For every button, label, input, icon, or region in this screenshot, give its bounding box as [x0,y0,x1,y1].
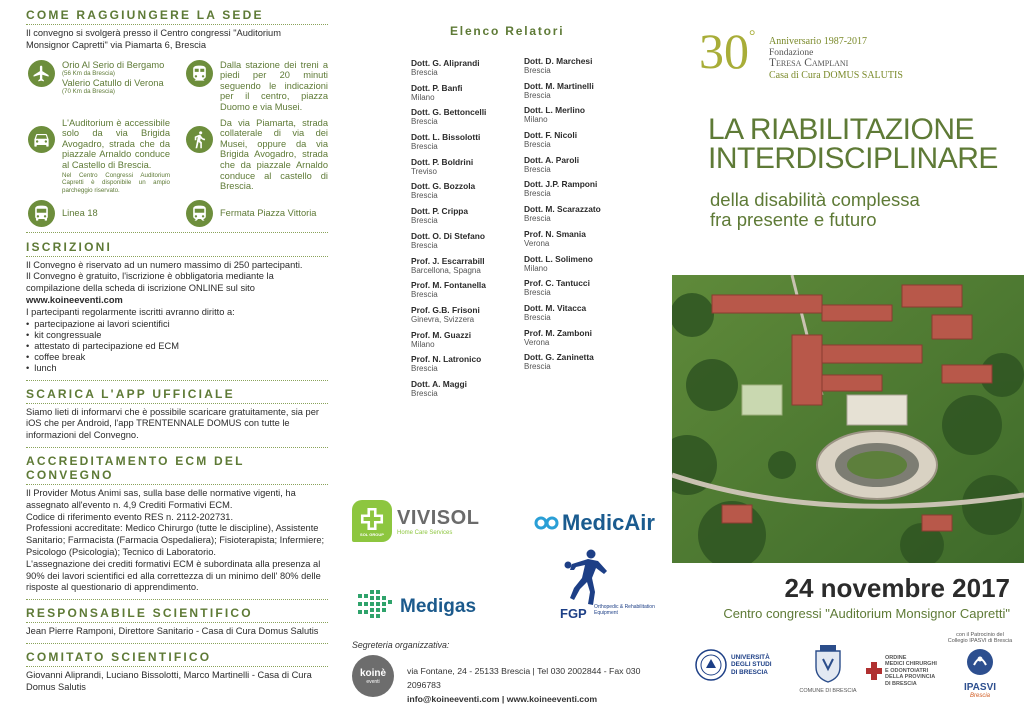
vivisol-logo [352,498,492,544]
speakers-title: Elenco Relatori [450,24,565,38]
section-divider [26,232,328,233]
direction-bus [28,200,178,227]
section-divider [26,643,328,644]
list-item: Dott. M. Martinelli Brescia [524,80,594,100]
segreteria-block [352,640,667,704]
ipasvi-label1: con il Patrocinio del [956,632,1004,638]
ecm-p4: L'assegnazione dei crediti formativi ECM è subordinata alla presenza al 90% dei lavori scientifici ed alla correttezza di un minimo dell' 80% delle risposte al questionario di apprendimento. [26,558,321,593]
direction-car [28,118,178,194]
app-title: SCARICA L'APP UFFICIALE [26,386,235,401]
fgp-name: FGP [560,606,587,621]
ordine-line2: MEDICI CHIRURGHI [885,661,937,668]
bus-icon [28,200,55,227]
vivisol-badge-icon [352,500,392,542]
list-item: • coffee break [26,352,328,363]
segreteria-contacts[interactable]: info@koineeventi.com | www.koineeventi.com [407,694,598,704]
fgp-logo [560,548,660,623]
ecm-title: ACCREDITAMENTO ECM DEL CONVEGNO [26,453,245,482]
list-item: Dott. M. Vitacca Brescia [524,302,587,322]
section-divider [26,403,328,404]
section-divider [26,380,328,381]
info-column [0,0,338,724]
section-divider [26,599,328,600]
page-subtitle: della disabilità complessa fra presente e futuro [710,189,920,230]
koine-logo-text: koinè [359,667,387,679]
airport-2: Valerio Catullo di Verona [62,77,164,88]
list-item: Dott. L. Merlino Milano [524,105,585,125]
section-divider [26,622,328,623]
iscrizioni-link[interactable]: www.koineeventi.com [26,294,123,305]
list-item: Dott. P. Banfi Milano [411,82,463,102]
unibs-logo [694,648,771,682]
teresa-text: Teresa Camplani [769,57,849,69]
section-divider [26,666,328,667]
list-item: Dott. G. Bettoncelli Brescia [411,107,487,127]
list-item: Dott. G. Zaninetta Brescia [524,352,594,372]
comitato-section [26,650,328,694]
ordine-line1: ORDINE [885,655,907,661]
direction-train [186,60,328,113]
event-venue: Centro congressi "Auditorium Monsignor Capretti" [723,606,1010,621]
list-item: • lunch [26,363,328,374]
comitato-text: Giovanni Aliprandi, Luciano Bissolotti, Marco Martinelli - Casa di Cura Domus Salutis [26,669,312,692]
responsabile-title: RESPONSABILE SCIENTIFICO [26,606,253,621]
walk-icon [186,126,213,153]
anniversary-text: Anniversario 1987-2017 [769,36,868,47]
ipasvi-logo [940,632,1020,699]
list-item: Dott. O. Di Stefano Brescia [411,230,485,250]
ipasvi-name: IPASVI [963,681,997,693]
list-item: Prof. G.B. Frisoni Ginevra, Svizzera [411,304,480,324]
comitato-title: COMITATO SCIENTIFICO [26,649,212,664]
speakers-list-left [411,58,521,404]
iscrizioni-p2: Il Convegno è gratuito, l'iscrizione è obbligatoria mediante la compilazione della scheda di iscrizione ONLINE sul sito [26,271,274,294]
comune-logo [798,645,858,694]
vivisol-badge-text: SOL GROUP [360,531,384,537]
iscrizioni-p3: I partecipanti regolarmente iscritti avranno diritto a: [26,306,235,317]
page-title: LA RIABILITAZIONE INTERDISCIPLINARE [708,113,998,175]
fondazione-text: Fondazione [769,48,814,58]
event-date: 24 novembre 2017 [784,573,1010,603]
ordine-line5: DI BRESCIA [885,680,917,687]
comune-text: COMUNE DI BRESCIA [799,688,857,694]
walk-text: Da via Piamarta, strada collaterale di via dei Musei, oppure da via Brigida Avogadro, strada che da piazzale Arnaldo conduce al castello di Brescia. [220,117,328,192]
ipasvi-sub: Brescia [969,692,990,699]
anniversary-number: 30° [699,23,756,79]
list-item: Dott. J.P. Ramponi Brescia [524,179,598,199]
medical-cross-icon [866,662,882,680]
ordine-line3: E ODONTOIATRI [885,667,929,674]
list-item: Prof. M. Zamboni Verona [524,327,592,347]
speakers-column [338,0,672,724]
ipasvi-label2: Collegio IPASVI di Brescia [947,638,1013,645]
sede-intro: Il convegno si svolgerà presso il Centro congressi "Auditorium Monsignor Capretti" via Piamarta 6, Brescia [26,28,281,50]
list-item: • partecipazione ai lavori scientifici [26,319,328,330]
list-item: • attestato di partecipazione ed ECM [26,341,328,352]
list-item: Prof. N. Latronico Brescia [411,354,482,374]
cover-column [672,0,1024,724]
list-item: Dott. G. Bozzola Brescia [411,181,476,201]
koine-logo-sub: eventi [366,678,380,685]
medicair-name: MedicAir [562,510,655,535]
ordine-line4: DELLA PROVINCIA [885,674,936,681]
medicair-mark-icon [534,515,560,531]
directions-grid [26,56,328,228]
city-crest-icon [813,645,843,683]
car-parking-note: Nel Centro Congressi Auditorium Capretti è disponibile un ampio parcheggio riservato. [62,171,170,194]
list-item: Prof. M. Fontanella Brescia [411,280,486,300]
unibs-line1: UNIVERSITÀ [731,654,770,662]
benefits-list [26,319,328,375]
bus-text: Linea 18 [62,207,98,218]
sede-title: COME RAGGIUNGERE LA SEDE [26,8,264,22]
ecm-p3: Professioni accreditate: Medico Chirurgo (tutte le discipline), Assistente Sanitario; Farmacista (Farmacia Ospedaliera); Fisioterapista; Infermiere; Psicologo (Psicologia); Tecnico di Laboratorio. [26,523,325,557]
medigas-name: Medigas [400,596,477,617]
list-item: Dott. F. Nicoli Brescia [524,130,578,150]
list-item: Dott. G. Aliprandi Brescia [411,58,480,77]
iscrizioni-title: ISCRIZIONI [26,239,113,254]
medigas-logo [358,590,476,624]
fgp-sub: Orthopedic & Rehabilitation Equipment [594,604,655,616]
speakers-list-right [524,56,634,377]
train-icon [186,60,213,87]
list-item: • kit congressuale [26,330,328,341]
aerial-photo [672,275,1024,563]
vivisol-name: VIVISOL [397,506,480,529]
car-text: L'Auditorium è accessibile solo da via Brigida Avogadro, strada che da piazzale Arnaldo conduce al Castello di Brescia. [62,117,170,170]
airport-2-distance: (70 Km da Brescia) [62,88,115,96]
list-item: Dott. M. Scarazzato Brescia [524,204,601,224]
university-seal-icon [694,648,728,682]
app-text: Siamo lieti di informarvi che è possibile scaricare gratuitamente, sia per iOS che per Android, l'app TRENTENNALE DOMUS con tutte le informazioni del Convegno. [26,406,319,441]
train-text: Dalla stazione dei treni a piedi per 20 minuti seguendo le indicazioni per il centro, piazza Duomo e via Musei. [220,59,328,112]
anniversary-logo [699,23,919,86]
app-section [26,387,328,442]
vivisol-sub: Home Care Services [397,529,453,536]
airport-1-distance: (56 Km da Brescia) [62,70,115,78]
metro-text: Fermata Piazza Vittoria [220,207,317,218]
ecm-section [26,454,328,594]
koine-logo [352,655,394,697]
list-item: Prof. N. Smania Verona [524,228,586,248]
casa-text: Casa di Cura DOMUS SALUTIS [769,70,903,81]
section-divider [26,256,328,257]
list-item: Dott. A. Maggi Brescia [411,378,467,398]
list-item: Dott. L. Bissolotti Brescia [411,132,481,152]
segreteria-address: via Fontane, 24 - 25133 Brescia | Tel 030 2002844 - Fax 030 2096783 [407,666,641,690]
degree-mark: ° [749,28,756,45]
ordine-medici-logo [866,655,937,687]
list-item: Dott. L. Solimeno Milano [524,253,593,273]
section-divider [26,24,328,25]
medigas-mark-icon [358,590,398,624]
sede-section [26,8,328,228]
direction-plane [28,60,178,96]
ipasvi-emblem-icon [965,647,995,677]
ecm-p1: Il Provider Motus Animi sas, sulla base delle normative vigenti, ha assegnato all'evento n. 4,9 Crediti Formativi ECM. [26,487,296,510]
car-icon [28,126,55,153]
segreteria-title: Segreteria organizzativa: [352,640,450,650]
responsabile-section [26,606,328,638]
direction-walk [186,118,328,192]
list-item: Dott. P. Boldrini Treviso [411,156,474,176]
section-divider [26,484,328,485]
ecm-p2: Codice di riferimento evento RES n. 2112-202731. [26,511,234,522]
list-item: Prof. M. Guazzi Milano [411,329,472,349]
list-item: Dott. D. Marchesi Brescia [524,56,593,75]
list-item: Dott. P. Crippa Brescia [411,206,469,226]
discobolus-icon [560,548,610,608]
metro-icon [186,200,213,227]
list-item: Dott. A. Paroli Brescia [524,154,580,174]
plane-icon [28,60,55,87]
unibs-line2: DEGLI STUDI [731,661,772,669]
unibs-line3: DI BRESCIA [731,668,768,676]
medicair-logo [534,510,655,536]
iscrizioni-section [26,240,328,375]
section-divider [26,447,328,448]
airport-1: Orio Al Serio di Bergamo [62,59,165,70]
iscrizioni-p1: Il Convegno è riservato ad un numero massimo di 250 partecipanti. [26,259,303,270]
list-item: Prof. J. Escarrabill Barcellona, Spagna [411,255,485,275]
list-item: Prof. C. Tantucci Brescia [524,278,590,298]
direction-metro [186,200,328,227]
responsabile-text: Jean Pierre Ramponi, Direttore Sanitario - Casa di Cura Domus Salutis [26,626,319,637]
